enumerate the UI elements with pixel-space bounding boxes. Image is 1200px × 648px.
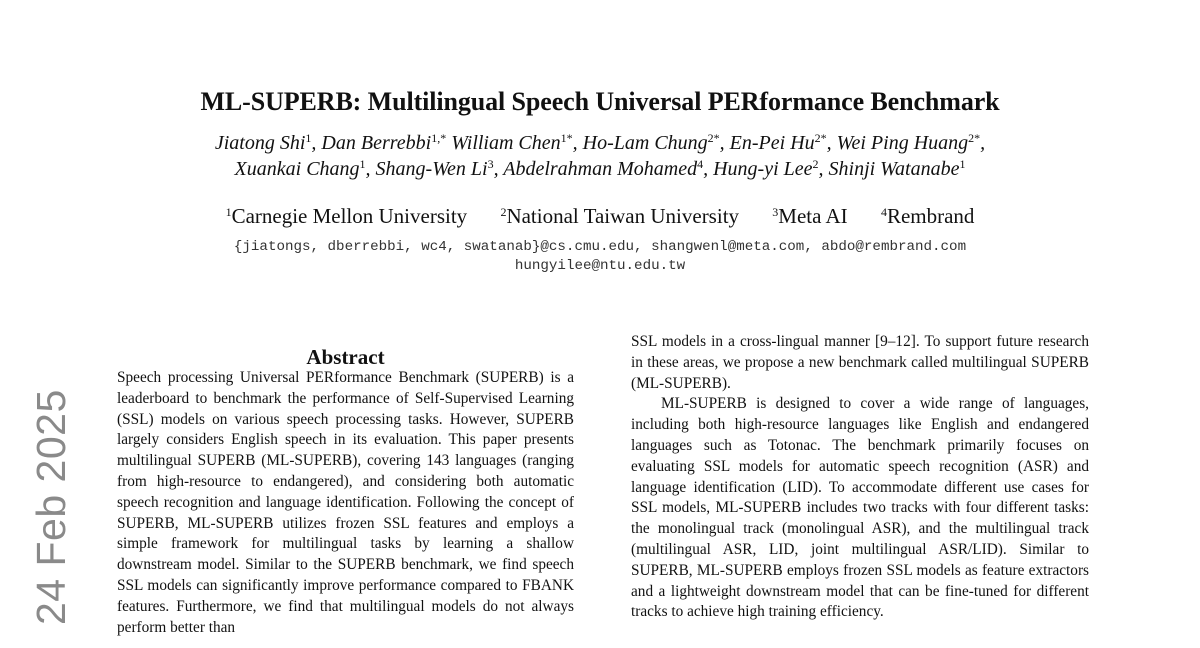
affiliation: $^2$National Taiwan University xyxy=(500,204,740,228)
affiliation: $^4$Rembrand xyxy=(880,204,975,228)
intro-paragraph: ML-SUPERB is designed to cover a wide range of languages, including both high-resource languages like English and endangered languages such as Totonac. The benchmark primarily focuses on evaluating SSL models for automatic speech recognition (ASR) and language identification (LID). To accommodate different use cases for SSL models, ML-SUPERB includes two tracks with four different tasks: the monolingual track (monolingual ASR), and the multilingual track (multilingual ASR, LID, joint multilingual ASR/LID). Similar to SUPERB, ML-SUPERB employs frozen SSL models as feature extractors and a lightweight downstream model that can be fine-tuned for different tracks to achieve high training efficiency. xyxy=(631,395,1089,621)
author-line-2 xyxy=(0,156,1200,182)
email-line: hungyilee@ntu.edu.tw xyxy=(514,258,686,274)
author: Shinji Watanabe$^1$ xyxy=(828,157,966,180)
intro-paragraph: SSL models in a cross-lingual manner [9–12]. To support future research in these areas, we propose a new benchmark called multilingual SUPERB (ML-SUPERB). xyxy=(631,333,1089,392)
author: Hung-yi Lee$^2$, xyxy=(713,157,829,180)
author: Shang-Wen Li$^3$, xyxy=(375,157,504,180)
abstract-paragraph: Speech processing Universal PERformance Benchmark (SUPERB) is a leaderboard to benchmark the performance of Self-Supervised Learning (SSL) models on various speech processing tasks. However, SUPERB largely considers English speech in its evaluation. This paper presents multilingual SUPERB (ML-SUPERB), covering 143 languages (ranging from high-resource to endangered), and considering both automatic speech recognition and language identification. Following the concept of SUPERB, ML-SUPERB utilizes frozen SSL features and employs a simple framework for multilingual tasks by learning a shallow downstream model. Similar to the SUPERB benchmark, we find speech SSL models can significantly improve performance compared to FBANK features. Furthermore, we find that multilingual models do not always perform better than xyxy=(117,369,574,636)
affiliation: $^3$Meta AI xyxy=(772,204,848,228)
arxiv-date-stamp: 24 Feb 2025 xyxy=(28,389,74,625)
author-line-1 xyxy=(0,130,1200,156)
author: Ho-Lam Chung$^{2*}$, xyxy=(582,131,730,154)
author: Xuankai Chang$^1$, xyxy=(234,157,376,180)
author-list xyxy=(0,130,1200,182)
abstract-body xyxy=(117,368,574,638)
affiliation: $^1$Carnegie Mellon University xyxy=(225,204,468,228)
email-block xyxy=(0,238,1200,276)
author: Dan Berrebbi$^{1,*}$ xyxy=(321,131,447,154)
author: Wei Ping Huang$^{2*}$, xyxy=(836,131,986,154)
paper-title: ML-SUPERB: Multilingual Speech Universal PERformance Benchmark xyxy=(200,87,1000,117)
email-line: {jiatongs, dberrebbi, wc4, swatanab}@cs.cmu.edu, shangwenl@meta.com, abdo@rembrand.com xyxy=(233,239,967,255)
author: En-Pei $Hu^{2*}$, xyxy=(729,131,837,154)
author: Jiatong Shi$^1$, xyxy=(214,131,322,154)
author: William Chen$^{1*}$, xyxy=(451,131,583,154)
abstract-heading: Abstract xyxy=(306,345,385,370)
author: Abdelrahman Mohamed$^4$, xyxy=(503,157,714,180)
affiliation-list xyxy=(0,204,1200,229)
introduction-column xyxy=(631,332,1089,623)
